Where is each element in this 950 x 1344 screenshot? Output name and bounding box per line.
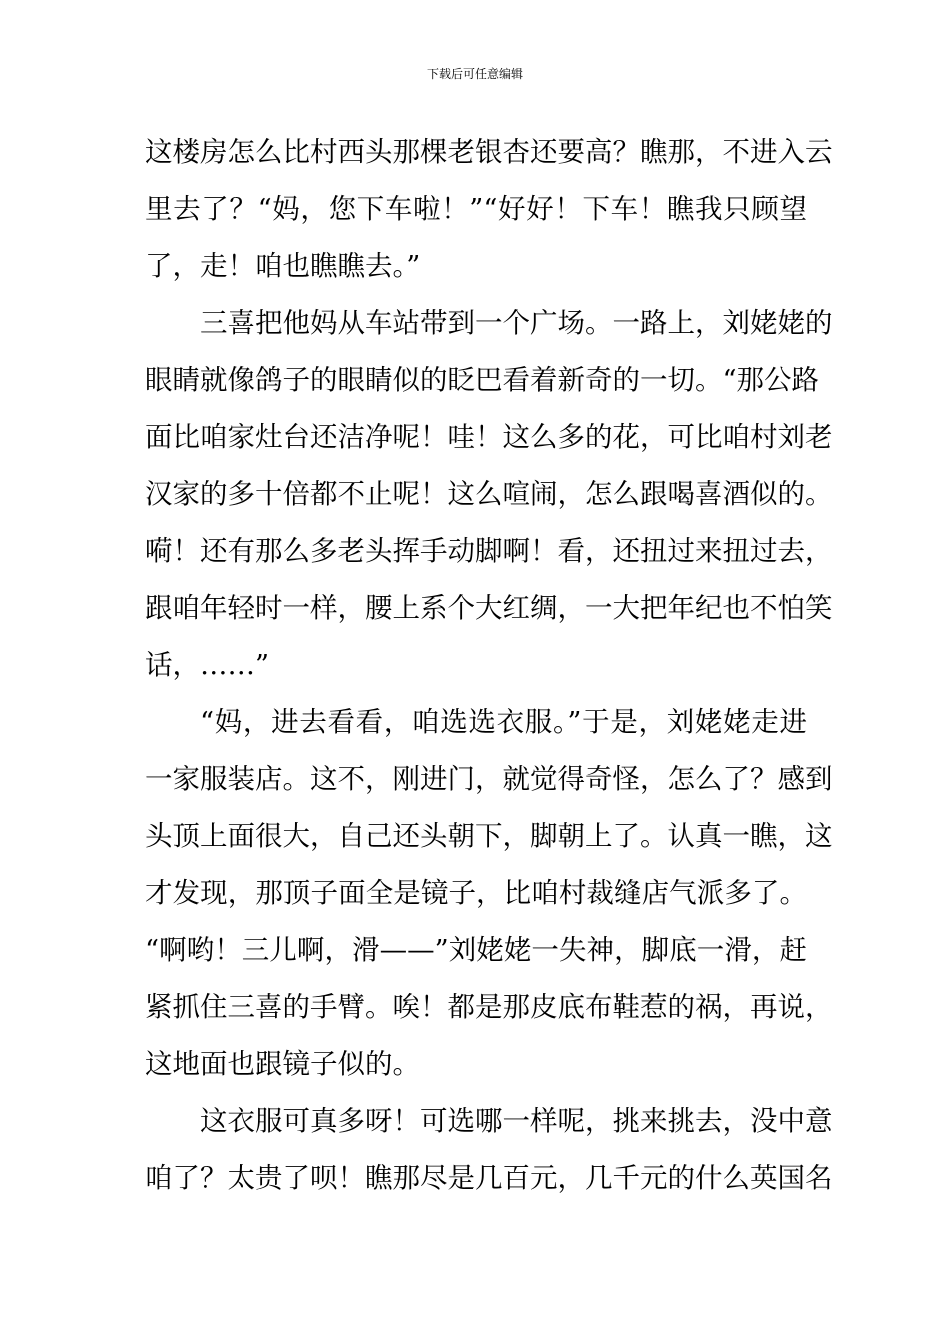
text-line: 里去了？“妈，您下车啦！”“好好！下车！瞧我只顾望	[145, 193, 807, 225]
text-line: 跟咱年轻时一样，腰上系个大红绸，一大把年纪也不怕笑	[145, 592, 833, 624]
text-line: 一家服装店。这不，刚进门，就觉得奇怪，怎么了？感到	[145, 763, 833, 795]
text-line: 才发现，那顶子面全是镜子，比咱村裁缝店气派多了。	[145, 877, 807, 909]
text-line: “妈，进去看看，咱选选衣服。”于是，刘姥姥走进	[200, 706, 807, 738]
text-line: 三喜把他妈从车站带到一个广场。一路上，刘姥姥的	[200, 307, 833, 339]
text-line: 了，走！咱也瞧瞧去。”	[145, 250, 421, 282]
text-line: 咱了？太贵了呗！瞧那尽是几百元，几千元的什么英国名	[145, 1162, 833, 1194]
text-line: 汉家的多十倍都不止呢！这么喧闹，怎么跟喝喜酒似的。	[145, 478, 833, 510]
text-line: 眼睛就像鸽子的眼睛似的眨巴看着新奇的一切。“那公路	[145, 364, 820, 396]
text-line: “啊哟！三儿啊，滑——”刘姥姥一失神，脚底一滑，赶	[145, 934, 807, 966]
text-line: 这楼房怎么比村西头那棵老银杏还要高？瞧那，不进入云	[145, 136, 833, 168]
text-line: 这衣服可真多呀！可选哪一样呢，挑来挑去，没中意	[200, 1105, 833, 1137]
document-body	[145, 124, 833, 1207]
text-line: 话，……”	[145, 649, 270, 681]
text-line: 头顶上面很大，自己还头朝下，脚朝上了。认真一瞧，这	[145, 820, 833, 852]
text-line: 嗬！还有那么多老头挥手动脚啊！看，还扭过来扭过去，	[145, 535, 833, 567]
text-line: 面比咱家灶台还洁净呢！哇！这么多的花，可比咱村刘老	[145, 421, 833, 453]
page-header: 下载后可任意编辑	[426, 67, 523, 81]
text-line: 紧抓住三喜的手臂。唉！都是那皮底布鞋惹的祸，再说，	[145, 991, 833, 1023]
text-line: 这地面也跟镜子似的。	[145, 1048, 420, 1080]
